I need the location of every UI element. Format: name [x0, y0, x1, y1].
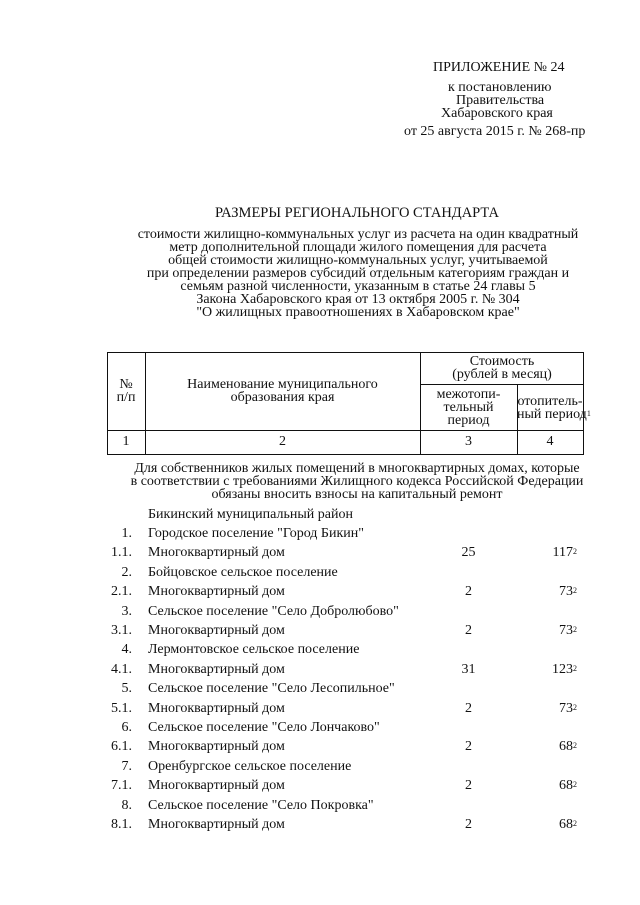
row-number: 1.: [121, 526, 132, 541]
appendix-number: ПРИЛОЖЕНИЕ № 24: [433, 60, 565, 75]
row-name: Многоквартирный дом: [148, 700, 285, 716]
row-name: Сельское поселение "Село Лончаково": [148, 720, 380, 735]
subtitle-line: общей стоимости жилищно-коммунальных услуг, учитываемой: [168, 253, 548, 268]
row-value-interheating: 2: [465, 623, 472, 638]
row-number: 8.1.: [111, 817, 132, 832]
row-number: 7.1.: [111, 778, 132, 794]
row-name: Оренбургское сельское поселение: [148, 758, 352, 774]
row-name: Многоквартирный дом: [148, 739, 285, 755]
header-num-2: п/п: [116, 390, 136, 405]
header-line-1: к постановлению: [448, 80, 552, 95]
subtitle-line: метр дополнительной площади жилого помещения для расчета: [169, 240, 547, 255]
row-value-heating: $73^2$: [559, 623, 577, 638]
header-index-3: 3: [465, 434, 472, 449]
row-name: Сельское поселение "Село Добролюбово": [148, 603, 399, 619]
row-name: Многоквартирный дом: [148, 584, 285, 600]
row-number: 1.1.: [111, 545, 132, 561]
header-index-4: 4: [546, 434, 554, 449]
header-line-2: Правительства: [456, 93, 545, 108]
header-index-1: 1: [122, 434, 130, 449]
header-col4-1: отопитель-: [517, 394, 583, 409]
row-number: 2.: [121, 564, 132, 580]
row-name: Многоквартирный дом: [148, 661, 285, 677]
header-col3-3: период: [447, 413, 490, 428]
row-number: 6.1.: [111, 739, 132, 755]
row-value-interheating: 2: [465, 700, 472, 716]
header-cost-2: (рублей в месяц): [452, 367, 552, 382]
header-name-2: образования края: [230, 390, 335, 405]
row-value-interheating: 25: [461, 545, 476, 561]
header-index-2: 2: [279, 434, 286, 449]
row-name: Бойцовское сельское поселение: [148, 564, 338, 580]
row-value-heating: $68^2$: [559, 817, 577, 832]
header-name-1: Наименование муниципального: [187, 377, 378, 392]
row-number: 3.1.: [111, 623, 132, 638]
subtitle-line: "О жилищных правоотношениях в Хабаровском крае": [196, 305, 520, 320]
header-date: от 25 августа 2015 г. № 268-пр: [404, 124, 586, 139]
row-value-heating: $73^2$: [559, 700, 577, 716]
row-number: 2.1.: [111, 584, 132, 600]
row-name: Многоквартирный дом: [148, 623, 285, 638]
header-col3-1: межотопи-: [436, 387, 501, 402]
subtitle-line: Закона Хабаровского края от 13 октября 2005 г. № 304: [196, 292, 520, 307]
header-cost-1: Стоимость: [469, 354, 535, 369]
document-title: РАЗМЕРЫ РЕГИОНАЛЬНОГО СТАНДАРТА: [214, 205, 500, 221]
row-value-interheating: 2: [465, 778, 472, 794]
row-name: Многоквартирный дом: [148, 778, 285, 794]
row-number: 3.: [121, 603, 132, 619]
row-value-heating: $73^2$: [559, 584, 577, 600]
row-number: 7.: [121, 758, 132, 774]
row-value-heating: $117^2$: [552, 545, 577, 561]
row-value-interheating: 2: [465, 817, 472, 832]
row-value-interheating: 2: [465, 739, 472, 755]
header-col4-2: ный период$^1$: [517, 407, 591, 422]
row-name: Многоквартирный дом: [148, 817, 285, 832]
section-line: обязаны вносить взносы на капитальный ремонт: [211, 487, 503, 502]
section-line: в соответствии с требованиями Жилищного кодекса Российской Федерации: [130, 474, 584, 489]
section-line: Для собственников жилых помещений в многоквартирных домах, которые: [134, 461, 580, 476]
row-number: 5.: [121, 681, 132, 697]
header-line-3: Хабаровского края: [441, 106, 553, 121]
row-value-heating: $68^2$: [559, 739, 577, 755]
subtitle-line: стоимости жилищно-коммунальных услуг из расчета на один квадратный: [137, 227, 579, 242]
subtitle-line: при определении размеров субсидий отдельным категориям граждан и: [146, 266, 570, 281]
row-number: 8.: [121, 797, 132, 813]
header-num-1: №: [119, 377, 133, 392]
district-name: Бикинский муниципальный район: [148, 507, 353, 522]
row-value-heating: $123^2$: [552, 661, 577, 677]
row-name: Сельское поселение "Село Покровка": [148, 797, 374, 813]
row-value-interheating: 2: [465, 584, 472, 600]
row-name: Лермонтовское сельское поселение: [148, 642, 360, 658]
header-col3-2: тельный: [443, 400, 494, 415]
row-number: 6.: [121, 720, 132, 735]
row-number: 4.1.: [111, 661, 132, 677]
row-number: 4.: [121, 642, 132, 658]
subtitle-line: семьям разной численности, указанным в статье 24 главы 5: [180, 279, 536, 294]
row-name: Городское поселение "Город Бикин": [148, 526, 364, 541]
row-name: Многоквартирный дом: [148, 545, 285, 561]
row-value-heating: $68^2$: [559, 778, 577, 794]
row-name: Сельское поселение "Село Лесопильное": [148, 681, 395, 697]
row-value-interheating: 31: [461, 661, 476, 677]
row-number: 5.1.: [111, 700, 132, 716]
